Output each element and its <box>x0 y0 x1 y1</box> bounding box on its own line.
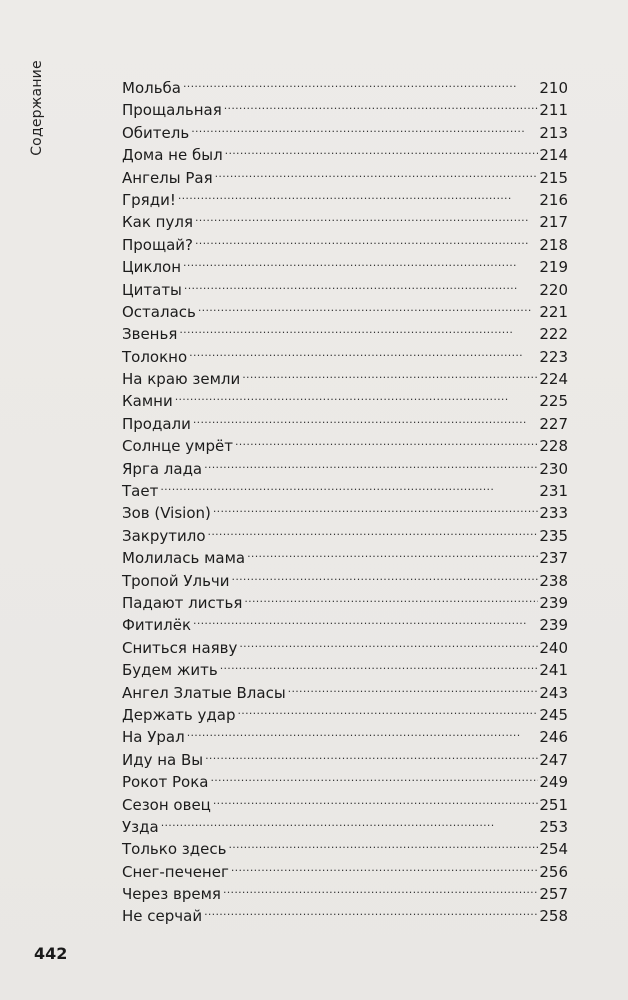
dot-leader <box>193 407 538 429</box>
toc-entry-page: 249 <box>539 773 568 792</box>
dot-leader <box>179 317 538 339</box>
dot-leader <box>228 832 538 854</box>
dot-leader <box>220 653 539 675</box>
dot-leader <box>244 586 538 608</box>
toc-entry-title: Тропой Ульчи <box>122 571 230 590</box>
dot-leader <box>193 608 538 630</box>
dot-leader <box>288 676 539 698</box>
toc-entry[interactable] <box>122 743 568 769</box>
toc-entry-page: 211 <box>539 101 568 120</box>
toc-entry[interactable] <box>122 295 568 321</box>
toc-entry-title: Продали <box>122 414 191 433</box>
dot-leader <box>239 631 538 653</box>
running-header <box>24 58 50 158</box>
dot-leader <box>235 429 538 451</box>
toc-entry-title: Зов (Vision) <box>122 504 211 523</box>
toc-entry-title: Прощай? <box>122 235 194 254</box>
toc-entry[interactable] <box>122 340 568 366</box>
dot-leader <box>205 743 538 765</box>
toc-entry-title: Обитель <box>122 123 190 142</box>
toc-entry-page: 254 <box>539 840 568 859</box>
toc-entry-title: Циклон <box>122 258 182 277</box>
dot-leader <box>187 720 539 742</box>
toc-entry-title: Мольба <box>122 79 181 97</box>
toc-entry-page: 241 <box>539 661 568 680</box>
dot-leader <box>213 496 538 518</box>
toc-entry-title: Ярга лада <box>122 459 203 478</box>
toc-entry-title: Держать удар <box>122 705 236 724</box>
toc-entry-title: Сниться наяву <box>122 638 238 657</box>
toc-entry-page: 238 <box>539 571 568 590</box>
dot-leader <box>232 564 539 586</box>
page-number: 442 <box>34 944 68 963</box>
toc-entry-page: 225 <box>539 392 568 411</box>
toc-entry-title: Солнце умрёт <box>122 437 233 456</box>
toc-entry-title: На краю земли <box>122 370 241 389</box>
toc-entry-page: 235 <box>539 526 568 545</box>
dot-leader <box>195 228 538 250</box>
dot-leader <box>175 384 539 406</box>
toc-entry-page: 216 <box>539 190 568 209</box>
toc-entry[interactable] <box>122 93 568 120</box>
dot-leader <box>178 183 539 205</box>
toc-entry[interactable] <box>122 250 568 277</box>
toc-entry-page: 214 <box>539 146 568 165</box>
toc-entry-page: 221 <box>539 302 568 321</box>
toc-entry-page: 237 <box>539 549 568 568</box>
toc-entry[interactable] <box>122 205 568 232</box>
toc-entry-page: 223 <box>539 347 568 366</box>
toc-entry-page: 258 <box>539 907 568 926</box>
toc-entry-page: 213 <box>539 123 568 142</box>
toc-entry-title: Падают листья <box>122 593 243 612</box>
toc-entry-title: Только здесь <box>122 840 227 859</box>
toc-entry-page: 256 <box>539 862 568 881</box>
dot-leader <box>183 250 538 272</box>
toc-entry[interactable] <box>122 71 568 97</box>
toc-entry-page: 247 <box>539 750 568 769</box>
toc-entry-page: 222 <box>539 325 568 344</box>
toc-entry-page: 224 <box>539 370 568 389</box>
toc-entry-title: Тает <box>122 482 159 501</box>
toc-entry[interactable] <box>122 273 568 299</box>
dot-leader <box>247 541 538 563</box>
dot-leader <box>231 855 539 877</box>
toc-entry-page: 230 <box>539 459 568 478</box>
toc-entry-page: 240 <box>539 638 568 657</box>
dot-leader <box>213 788 538 810</box>
toc-entry-title: Камни <box>122 392 173 411</box>
dot-leader <box>189 340 538 362</box>
toc-entry[interactable] <box>122 384 568 411</box>
dot-leader <box>204 899 538 921</box>
toc-entry-page: 239 <box>539 593 568 612</box>
toc-entry-page: 231 <box>539 482 568 501</box>
dot-leader <box>223 877 538 899</box>
toc-entry-title: Цитаты <box>122 280 182 299</box>
toc-entry-page: 251 <box>539 795 568 814</box>
toc-entry-page: 246 <box>539 728 568 747</box>
dot-leader <box>161 810 539 832</box>
dot-leader <box>204 452 538 474</box>
toc-entry-page: 219 <box>539 258 568 277</box>
toc-entry-page: 215 <box>539 168 568 187</box>
toc-entry-title: Прощальная <box>122 101 222 120</box>
toc-entry-title: Толокно <box>122 347 188 366</box>
toc-entry[interactable] <box>122 407 568 433</box>
toc-entry-page: 233 <box>539 504 568 523</box>
toc-entry-title: Осталась <box>122 302 196 321</box>
toc-entry-title: Дома не был <box>122 146 223 165</box>
toc-entry[interactable] <box>122 720 568 747</box>
toc-entry-page: 257 <box>539 885 568 904</box>
toc-entry-title: Молилась мама <box>122 549 246 568</box>
toc-entry-title: Снег-печенег <box>122 862 229 881</box>
toc-entry-page: 253 <box>539 817 568 836</box>
toc-entry-title: Закрутило <box>122 526 206 545</box>
toc-entry-page: 228 <box>539 437 568 456</box>
toc-entry-page: 227 <box>539 414 568 433</box>
section-title: Содержание <box>29 60 46 156</box>
toc-entry-title: Звенья <box>122 325 178 344</box>
toc-entry[interactable] <box>122 496 568 523</box>
toc-entry-title: Иду на Вы <box>122 750 204 769</box>
dot-leader <box>208 519 539 541</box>
toc-entry-page: 239 <box>539 616 568 635</box>
dot-leader <box>225 138 539 160</box>
toc-entry-title: Узда <box>122 817 159 836</box>
dot-leader <box>237 698 538 720</box>
toc-entry[interactable] <box>122 832 568 859</box>
dot-leader <box>184 273 538 295</box>
toc-entry-title: Не серчай <box>122 907 203 926</box>
dot-leader <box>215 161 539 183</box>
toc-entry-title: Ангел Златые Власы <box>122 683 286 702</box>
toc-entry-title: Фитилёк <box>122 616 192 635</box>
dot-leader <box>242 362 538 384</box>
toc-entry-title: Будем жить <box>122 661 218 680</box>
toc-entry-page: 245 <box>539 705 568 724</box>
table-of-contents <box>122 71 568 926</box>
toc-entry[interactable] <box>122 183 568 209</box>
dot-leader <box>198 295 539 317</box>
toc-entry-title: На Урал <box>122 728 185 747</box>
dot-leader <box>160 474 538 496</box>
toc-entry-page: 220 <box>539 280 568 299</box>
toc-entry-page: 217 <box>539 213 568 232</box>
toc-entry[interactable] <box>122 810 568 836</box>
toc-entry-title: Сезон овец <box>122 795 211 814</box>
toc-entry-title: Как пуля <box>122 213 193 232</box>
toc-entry[interactable] <box>122 474 568 501</box>
toc-entry-page: 243 <box>539 683 568 702</box>
toc-entry-title: Рокот Рока <box>122 773 209 792</box>
dot-leader <box>210 765 538 787</box>
dot-leader <box>183 71 538 93</box>
toc-entry-page: 218 <box>539 235 568 254</box>
toc-entry-title: Через время <box>122 885 221 904</box>
toc-entry[interactable] <box>122 317 568 344</box>
toc-entry-title: Ангелы Рая <box>122 168 213 187</box>
dot-leader <box>195 205 538 227</box>
dot-leader <box>191 116 538 138</box>
toc-entry-title: Гряди! <box>122 190 176 209</box>
dot-leader <box>224 93 539 115</box>
toc-entry-page: 210 <box>539 79 568 97</box>
